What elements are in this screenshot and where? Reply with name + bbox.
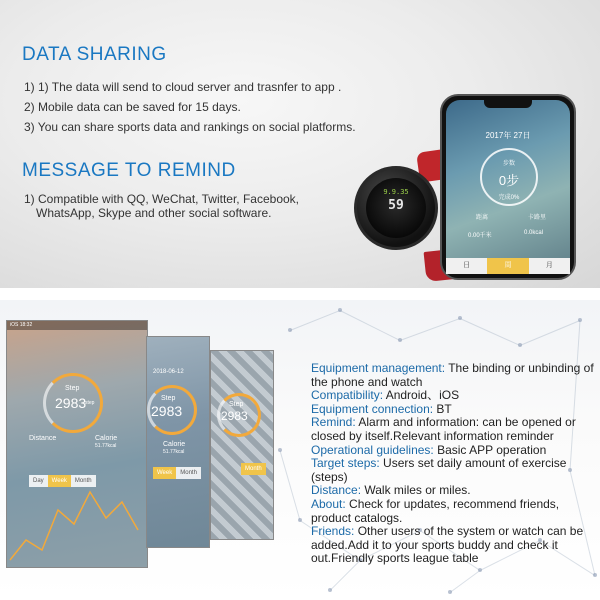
tab-week[interactable]: 周 (487, 258, 528, 274)
app-screenshot-2 (146, 336, 210, 548)
feature-list (311, 362, 597, 566)
step-value: 2983 (151, 403, 183, 419)
tab-month[interactable]: 月 (545, 262, 553, 269)
step-value: 2983 (221, 409, 248, 423)
stat-value-distance: 0.00千米 (468, 233, 492, 239)
feature-item (311, 525, 597, 566)
status-bar: iOS 18:32 (7, 321, 147, 330)
network-dot (338, 308, 342, 312)
feature-text: Android、iOS (383, 388, 460, 403)
step-label: Step (161, 395, 176, 402)
message-line-1: 1) Compatible with QQ, WeChat, Twitter, Facebook, (24, 192, 300, 206)
feature-item (311, 416, 597, 443)
feature-key: Equipment connection: (311, 401, 434, 416)
message-remind-title: MESSAGE TO REMIND (22, 160, 236, 181)
feature-key: Distance: (311, 483, 362, 498)
stat-label-distance: 距离 (476, 215, 489, 221)
stat-label-calorie: Calorie (163, 441, 186, 448)
feature-text: The binding or unbinding of the phone and watch (311, 361, 594, 389)
network-dot (278, 448, 282, 452)
phone-date: 2017年 27日 (485, 131, 531, 140)
tab-month[interactable]: Month (74, 478, 92, 484)
step-label: Step (65, 385, 80, 392)
data-sharing-line-2: 2) Mobile data can be saved for 15 days. (24, 100, 241, 114)
feature-text: Users set daily amount of exercise (steps) (311, 456, 567, 484)
feature-text: Walk miles or miles. (361, 483, 471, 498)
feature-item (311, 403, 597, 417)
step-ring-label: 步数 (502, 161, 515, 167)
feature-item (311, 457, 597, 484)
tab-month[interactable]: Month (241, 463, 266, 475)
step-trend-line (10, 492, 138, 560)
network-dot (398, 338, 402, 342)
feature-key: Compatibility: (311, 388, 384, 403)
network-dot (458, 316, 462, 320)
feature-key: About: (311, 496, 346, 511)
feature-text: Check for updates, recommend friends, product catalogs. (311, 496, 560, 525)
tab-day[interactable]: Day (33, 478, 44, 484)
step-trend-chart (6, 480, 148, 568)
step-ring-value: 0步 (498, 173, 520, 188)
feature-text: Alarm and information: can be opened or closed by itself.Relevant information reminder (311, 415, 576, 443)
step-label: Step (229, 401, 244, 408)
data-sharing-line-1: 1) 1) The data will send to cloud server and trasnfer to app . (24, 80, 342, 94)
feature-text: BT (433, 401, 452, 416)
stat-label-distance: Distance (29, 435, 57, 442)
app-screenshot-3 (210, 350, 274, 540)
date-label: 2018-06-12 (153, 369, 184, 375)
tab-day[interactable]: 日 (463, 262, 471, 269)
period-tabs (241, 463, 266, 475)
feature-item (311, 498, 597, 525)
network-dot (448, 590, 452, 594)
feature-key: Friends: (311, 524, 355, 539)
phone-period-tabs (446, 258, 570, 274)
data-sharing-line-3: 3) You can share sports data and rankings on social platforms. (24, 120, 356, 134)
stat-value-calorie: 51.77kcal (95, 443, 117, 449)
feature-key: Equipment management: (311, 361, 446, 375)
step-unit: step (85, 400, 95, 406)
stat-value-calorie: 0.0kcal (524, 230, 544, 236)
period-tabs (153, 467, 201, 479)
watch-subdisplay: 9.9.35 (383, 188, 409, 196)
feature-item (311, 389, 597, 403)
feature-item (311, 362, 597, 389)
feature-text: Other users of the system or watch can be added.Add it to your sports buddy and check it out.Friendly sports league table (311, 524, 584, 566)
watch-display-value: 59 (388, 198, 404, 213)
network-dot (593, 573, 597, 577)
step-ring-percent: 完成0% (498, 195, 520, 201)
feature-key: Remind: (311, 415, 356, 430)
feature-item (311, 484, 597, 498)
tab-week[interactable]: Week (48, 475, 71, 487)
stat-value-calorie: 51.77kcal (163, 449, 185, 455)
tab-week[interactable]: Week (153, 467, 176, 479)
network-dot (518, 343, 522, 347)
network-dot (578, 318, 582, 322)
network-dot (328, 588, 332, 592)
message-line-2: WhatsApp, Skype and other social software. (36, 206, 272, 220)
network-dot (478, 568, 482, 572)
tab-month[interactable]: Month (180, 470, 197, 476)
network-dot (288, 328, 292, 332)
phone-notch (484, 100, 532, 108)
feature-key: Operational guidelines: (311, 442, 434, 457)
step-value: 2983 (55, 395, 87, 411)
feature-key: Target steps: (311, 456, 380, 471)
network-dot (298, 518, 302, 522)
data-sharing-title: DATA SHARING (22, 44, 167, 65)
stat-label-calorie: 卡路里 (528, 215, 547, 221)
feature-item (311, 444, 597, 458)
feature-text: Basic APP operation (433, 442, 547, 457)
stat-label-calorie: Calorie (95, 435, 118, 442)
